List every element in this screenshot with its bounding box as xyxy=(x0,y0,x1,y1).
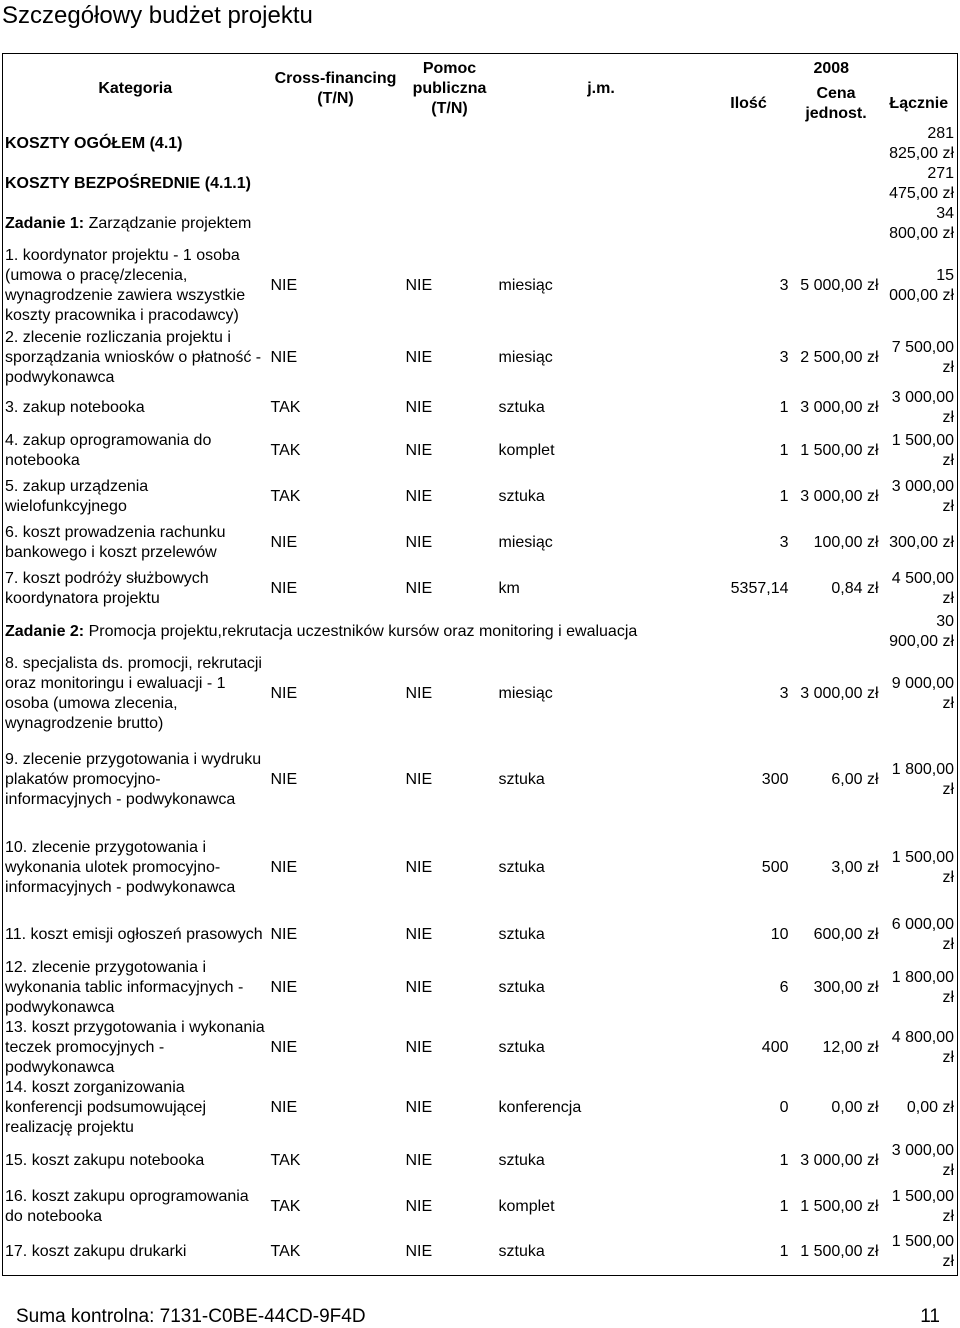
unit-value: sztuka xyxy=(498,1243,545,1261)
cost-label: 1. koordynator projektu - 1 osoba (umowa o pracę/zlecenia, wynagrodzenie zawiera wszystkie koszty pracownika i pracodawcy) xyxy=(5,246,246,324)
quantity-value: 1 xyxy=(779,441,789,459)
cost-label: 6. koszt prowadzenia rachunku bankowego i koszt przelewów xyxy=(5,523,226,561)
cross-financing-value: TAK xyxy=(270,1151,301,1169)
cost-label: 14. koszt zorganizowania konferencji podsumowującej realizację projektu xyxy=(5,1078,206,1136)
total-value: 3 000,00 zł xyxy=(891,1141,955,1179)
cost-label: 17. koszt zakupu drukarki xyxy=(5,1243,187,1261)
unit-value: miesiąc xyxy=(498,276,553,294)
cost-label: 8. specjalista ds. promocji, rekrutacji oraz monitoringu i ewaluacji - 1 osoba (umowa zlecenia, wynagrodzenie brutto) xyxy=(5,654,262,732)
total-value: 1 500,00 zł xyxy=(891,431,955,469)
total-label: KOSZTY BEZPOŚREDNIE (4.1.1) xyxy=(5,174,251,192)
header-cena: Cena jednost. xyxy=(805,84,867,122)
cost-row xyxy=(3,912,958,958)
public-aid-value: NIE xyxy=(405,441,433,459)
cost-row xyxy=(3,388,958,428)
quantity-value: 1 xyxy=(779,487,789,505)
public-aid-value: NIE xyxy=(405,684,433,702)
cost-label: 4. zakup oprogramowania do notebooka xyxy=(5,431,212,469)
total-value: 4 800,00 zł xyxy=(891,1028,955,1066)
cost-row xyxy=(3,736,958,824)
cross-financing-value: TAK xyxy=(270,1243,301,1261)
unit-value: sztuka xyxy=(498,770,545,788)
header-year: 2008 xyxy=(813,59,850,77)
unit-price-value: 1 500,00 zł xyxy=(800,1243,879,1261)
unit-price-value: 5 000,00 zł xyxy=(800,276,879,294)
total-value: 15 000,00 zł xyxy=(889,266,955,304)
unit-price-value: 3,00 zł xyxy=(831,858,879,876)
total-value: 1 800,00 zł xyxy=(891,968,955,1006)
total-row-bezposrednie xyxy=(3,164,958,204)
total-label: KOSZTY OGÓŁEM (4.1) xyxy=(5,134,183,152)
unit-value: miesiąc xyxy=(498,348,553,366)
task-prefix: Zadanie 2: xyxy=(5,622,85,640)
cross-financing-value: NIE xyxy=(270,770,298,788)
unit-value: sztuka xyxy=(498,398,545,416)
unit-price-value: 0,84 zł xyxy=(831,579,879,597)
cost-row xyxy=(3,824,958,912)
unit-value: km xyxy=(498,579,520,597)
unit-price-value: 1 500,00 zł xyxy=(800,441,879,459)
cost-label: 9. zlecenie przygotowania i wydruku plakatów promocyjno-informacyjnych - podwykonawca xyxy=(5,750,262,808)
task-value: 30 900,00 zł xyxy=(889,612,955,650)
unit-value: sztuka xyxy=(498,858,545,876)
cross-financing-value: TAK xyxy=(270,487,301,505)
total-value: 1 500,00 zł xyxy=(891,848,955,886)
public-aid-value: NIE xyxy=(405,398,433,416)
cost-row xyxy=(3,328,958,388)
unit-price-value: 3 000,00 zł xyxy=(800,398,879,416)
cost-label: 16. koszt zakupu oprogramowania do notebooka xyxy=(5,1187,249,1225)
unit-value: miesiąc xyxy=(498,684,553,702)
header-pomoc-publiczna: Pomoc publiczna (T/N) xyxy=(412,59,487,117)
task-prefix: Zadanie 1: xyxy=(5,214,85,232)
cost-row xyxy=(3,958,958,1018)
quantity-value: 1 xyxy=(779,1151,789,1169)
header-cross-financing: Cross-financing (T/N) xyxy=(274,69,397,107)
task-value: 34 800,00 zł xyxy=(889,204,955,242)
quantity-value: 6 xyxy=(779,978,789,996)
header-ilosc: Ilość xyxy=(730,94,767,112)
cost-row xyxy=(3,474,958,520)
cost-row xyxy=(3,1078,958,1138)
total-value: 4 500,00 zł xyxy=(891,569,955,607)
public-aid-value: NIE xyxy=(405,533,433,551)
total-value: 1 500,00 zł xyxy=(891,1233,955,1271)
unit-price-value: 300,00 zł xyxy=(813,978,879,996)
cross-financing-value: NIE xyxy=(270,1038,298,1056)
unit-price-value: 3 000,00 zł xyxy=(800,1151,879,1169)
quantity-value: 1 xyxy=(779,398,789,416)
cross-financing-value: TAK xyxy=(270,1197,301,1215)
quantity-value: 5357,14 xyxy=(730,579,789,597)
public-aid-value: NIE xyxy=(405,925,433,943)
total-value: 1 800,00 zł xyxy=(891,760,955,798)
page-title: Szczegółowy budżet projektu xyxy=(2,2,313,29)
unit-value: sztuka xyxy=(498,487,545,505)
cost-row xyxy=(3,1018,958,1078)
unit-price-value: 2 500,00 zł xyxy=(800,348,879,366)
total-value: 0,00 zł xyxy=(906,1098,955,1116)
checksum: Suma kontrolna: 7131-C0BE-44CD-9F4D xyxy=(16,1306,366,1327)
cost-label: 11. koszt emisji ogłoszeń prasowych xyxy=(5,925,263,943)
budget-body xyxy=(3,124,958,1276)
quantity-value: 400 xyxy=(761,1038,789,1056)
total-value: 281 825,00 zł xyxy=(889,124,955,162)
unit-price-value: 1 500,00 zł xyxy=(800,1197,879,1215)
total-value: 3 000,00 zł xyxy=(891,388,955,426)
cross-financing-value: TAK xyxy=(270,441,301,459)
cost-row xyxy=(3,244,958,328)
unit-value: komplet xyxy=(498,441,555,459)
cross-financing-value: NIE xyxy=(270,684,298,702)
header-row-top xyxy=(3,54,958,84)
total-row-ogolem xyxy=(3,124,958,164)
task-row xyxy=(3,204,958,244)
quantity-value: 1 xyxy=(779,1197,789,1215)
public-aid-value: NIE xyxy=(405,1038,433,1056)
page-number: 11 xyxy=(920,1306,940,1327)
cost-label: 13. koszt przygotowania i wykonania teczek promocyjnych - podwykonawca xyxy=(5,1018,265,1076)
unit-value: sztuka xyxy=(498,1151,545,1169)
quantity-value: 0 xyxy=(779,1098,789,1116)
cross-financing-value: NIE xyxy=(270,579,298,597)
total-value: 3 000,00 zł xyxy=(891,477,955,515)
header-lacznie: Łącznie xyxy=(889,94,949,112)
cross-financing-value: NIE xyxy=(270,348,298,366)
quantity-value: 3 xyxy=(779,684,789,702)
task-label xyxy=(3,204,882,244)
unit-value: konferencja xyxy=(498,1098,582,1116)
cross-financing-value: NIE xyxy=(270,1098,298,1116)
quantity-value: 10 xyxy=(770,925,789,943)
public-aid-value: NIE xyxy=(405,978,433,996)
unit-price-value: 6,00 zł xyxy=(831,770,879,788)
unit-price-value: 600,00 zł xyxy=(813,925,879,943)
total-value: 271 475,00 zł xyxy=(889,164,955,202)
cost-row xyxy=(3,566,958,612)
header-kategoria: Kategoria xyxy=(98,79,173,97)
total-value: 7 500,00 zł xyxy=(891,338,955,376)
unit-price-value: 0,00 zł xyxy=(831,1098,879,1116)
public-aid-value: NIE xyxy=(405,858,433,876)
cost-row xyxy=(3,652,958,736)
task-label xyxy=(3,612,882,652)
cross-financing-value: NIE xyxy=(270,276,298,294)
header-jm: j.m. xyxy=(587,79,615,97)
cost-row xyxy=(3,428,958,474)
budget-table xyxy=(2,53,958,1276)
cost-label: 3. zakup notebooka xyxy=(5,398,145,416)
cost-row xyxy=(3,520,958,566)
total-value: 1 500,00 zł xyxy=(891,1187,955,1225)
unit-value: sztuka xyxy=(498,925,545,943)
public-aid-value: NIE xyxy=(405,1197,433,1215)
public-aid-value: NIE xyxy=(405,1151,433,1169)
quantity-value: 3 xyxy=(779,533,789,551)
total-value: 300,00 zł xyxy=(889,533,955,551)
unit-value: miesiąc xyxy=(498,533,553,551)
quantity-value: 3 xyxy=(779,276,789,294)
cost-row xyxy=(3,1184,958,1230)
cost-label: 15. koszt zakupu notebooka xyxy=(5,1151,205,1169)
unit-value: sztuka xyxy=(498,978,545,996)
unit-price-value: 3 000,00 zł xyxy=(800,487,879,505)
task-name: Zarządzanie projektem xyxy=(88,214,252,232)
cross-financing-value: TAK xyxy=(270,398,301,416)
quantity-value: 3 xyxy=(779,348,789,366)
public-aid-value: NIE xyxy=(405,348,433,366)
quantity-value: 1 xyxy=(779,1243,789,1261)
cross-financing-value: NIE xyxy=(270,533,298,551)
task-name: Promocja projektu,rekrutacja uczestników kursów oraz monitoring i ewaluacja xyxy=(88,622,638,640)
cost-row xyxy=(3,1138,958,1184)
public-aid-value: NIE xyxy=(405,770,433,788)
cost-label: 10. zlecenie przygotowania i wykonania ulotek promocyjno-informacyjnych - podwykonawca xyxy=(5,838,236,896)
cost-row xyxy=(3,1230,958,1276)
cross-financing-value: NIE xyxy=(270,925,298,943)
unit-price-value: 3 000,00 zł xyxy=(800,684,879,702)
public-aid-value: NIE xyxy=(405,1243,433,1261)
unit-price-value: 100,00 zł xyxy=(813,533,879,551)
cross-financing-value: NIE xyxy=(270,978,298,996)
task-row xyxy=(3,612,958,652)
cross-financing-value: NIE xyxy=(270,858,298,876)
public-aid-value: NIE xyxy=(405,579,433,597)
cost-label: 5. zakup urządzenia wielofunkcyjnego xyxy=(5,477,149,515)
cost-label: 12. zlecenie przygotowania i wykonania tablic informacyjnych - podwykonawca xyxy=(5,958,244,1016)
cost-label: 7. koszt podróży służbowych koordynatora projektu xyxy=(5,569,209,607)
quantity-value: 500 xyxy=(761,858,789,876)
unit-value: komplet xyxy=(498,1197,555,1215)
unit-value: sztuka xyxy=(498,1038,545,1056)
public-aid-value: NIE xyxy=(405,1098,433,1116)
total-value: 9 000,00 zł xyxy=(891,674,955,712)
cost-label: 2. zlecenie rozliczania projektu i sporządzania wniosków o płatność - podwykonawca xyxy=(5,328,262,386)
total-value: 6 000,00 zł xyxy=(891,915,955,953)
public-aid-value: NIE xyxy=(405,276,433,294)
public-aid-value: NIE xyxy=(405,487,433,505)
quantity-value: 300 xyxy=(761,770,789,788)
unit-price-value: 12,00 zł xyxy=(822,1038,879,1056)
